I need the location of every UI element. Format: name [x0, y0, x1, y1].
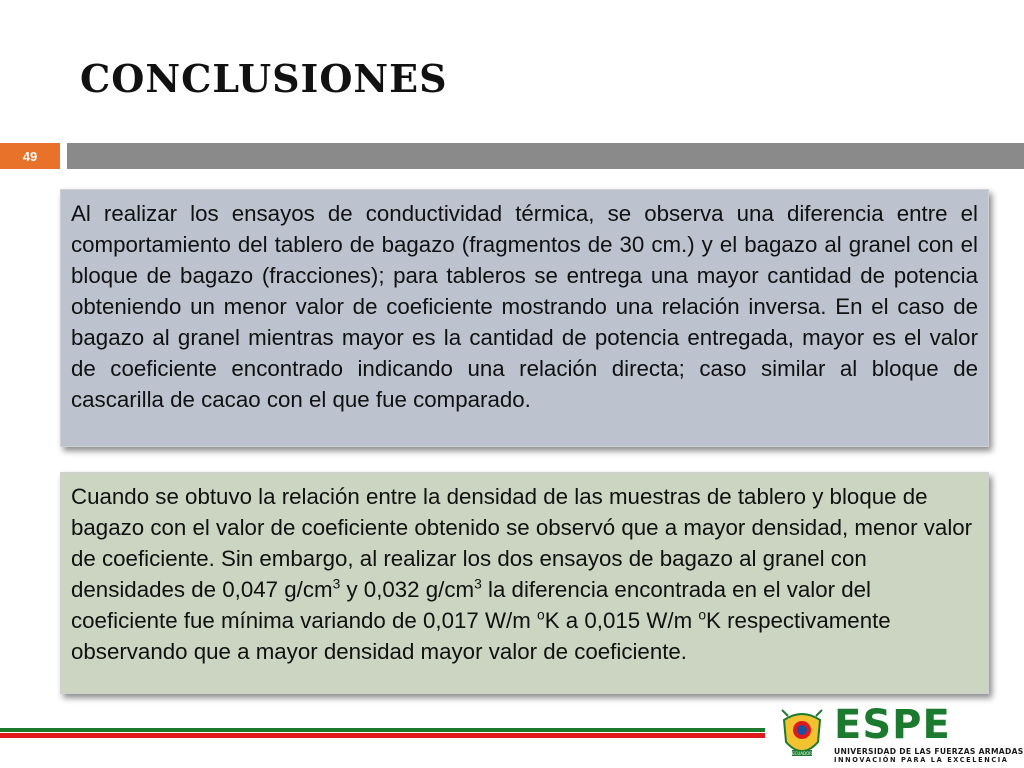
conclusion-text-2b: y 0,032 g/cm [340, 577, 475, 602]
logo-wordmark: ESPE [834, 701, 951, 748]
logo-text-block [834, 701, 1024, 764]
emblem-caption: ECUADOR [792, 751, 812, 756]
footer-red-stripe [0, 733, 765, 738]
logo-tagline: INNOVACIÓN PARA LA EXCELENCIA [834, 755, 1009, 764]
conclusion-text-2e: K respectivamente observando que a mayor densidad mayor valor de coeficiente. [71, 608, 891, 664]
page-number-badge: 49 [0, 143, 60, 169]
footer-green-stripe [0, 728, 765, 732]
conclusion-text-2c: la diferencia encontrada en el valor del coeficiente fue mínima variando de 0,017 W/m [71, 577, 872, 633]
conclusion-box-density [60, 472, 989, 694]
conclusion-text-2d: K a 0,015 W/m [544, 608, 699, 633]
superscript-cubic-1: 3 [332, 575, 341, 592]
espe-logo [778, 700, 1024, 768]
superscript-degree-1: o [537, 606, 545, 623]
conclusion-box-thermal-conductivity [60, 189, 989, 447]
logo-subtitle: UNIVERSIDAD DE LAS FUERZAS ARMADAS [834, 746, 1024, 756]
superscript-cubic-2: 3 [474, 575, 482, 592]
conclusion-text-2a: Cuando se obtuvo la relación entre la densidad de las muestras de tablero y bloque de bagazo con el valor de coeficiente obtenido se observó que a mayor densidad, menor valor de coeficiente. Sin embargo, al realizar los dos ensayos de bagazo al granel con densidades de 0,047 g/cm [71, 484, 973, 602]
conclusion-text-1: Al realizar los ensayos de conductividad térmica, se observa una diferencia entre el comportamiento del tablero de bagazo (fragmentos de 30 cm.) y el bagazo al granel con el bloque de bagazo (fracciones); para tableros se entrega una mayor cantidad de potencia obteniendo un menor valor de coeficiente mostrando una relación inversa. En el caso de bagazo al granel mientras mayor es la cantidad de potencia entregada, mayor es el valor de coeficiente encontrado indicando una relación directa; caso similar al bloque de cascarilla de cacao con el que fue comparado. [71, 201, 978, 412]
university-shield-icon [778, 706, 826, 762]
header-divider-bar [67, 143, 1024, 169]
superscript-degree-2: o [698, 606, 707, 623]
slide-title: CONCLUSIONES [80, 56, 448, 101]
